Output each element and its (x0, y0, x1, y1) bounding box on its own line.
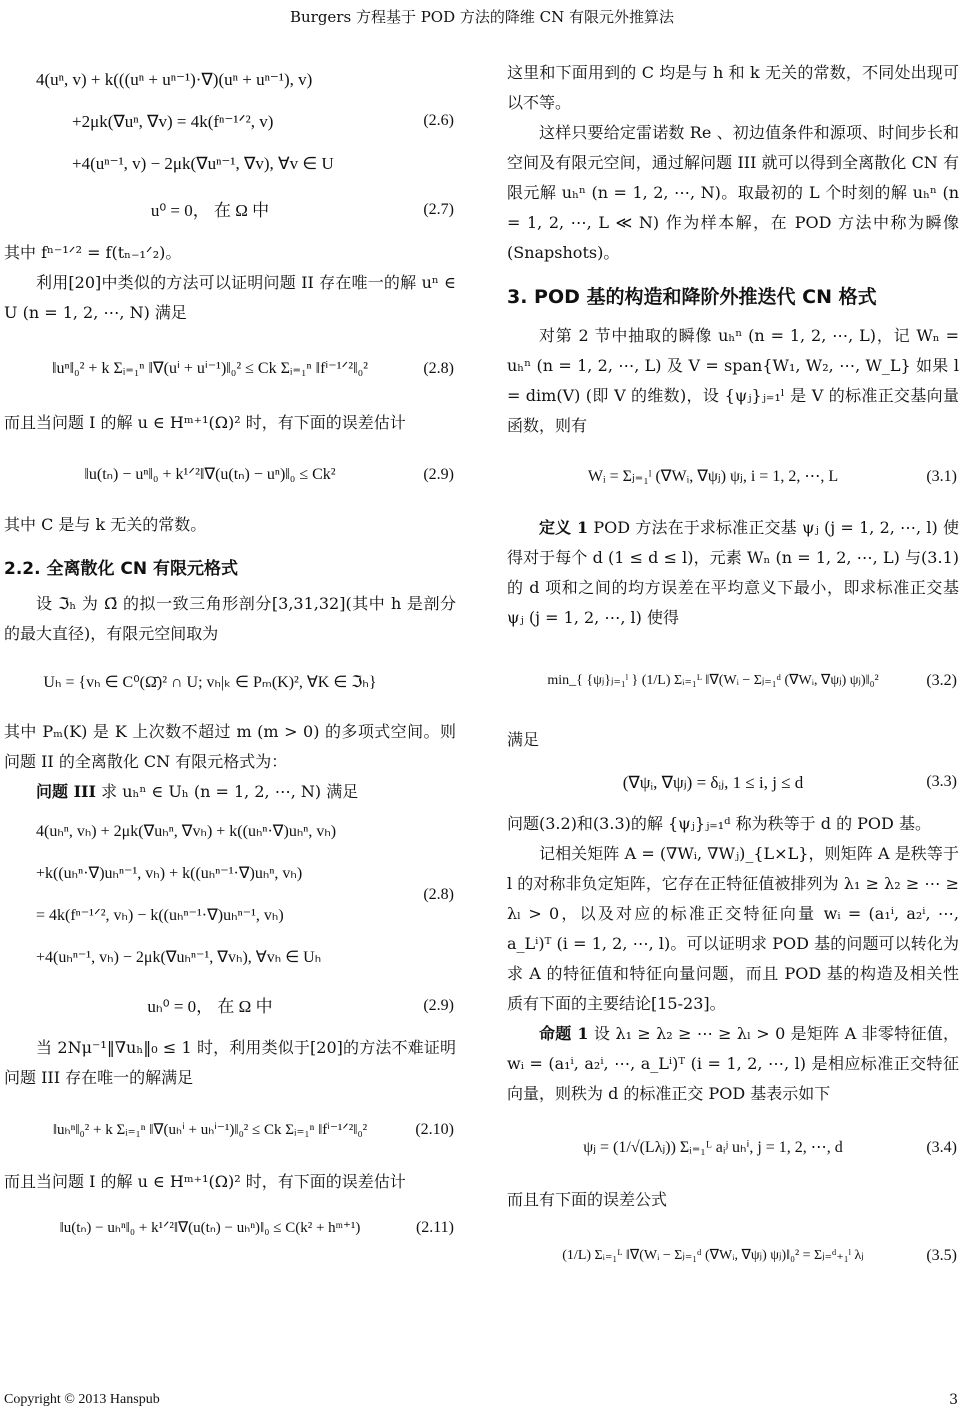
paragraph: 满足 (507, 730, 540, 749)
page-number: 3 (949, 1392, 958, 1408)
equation-number: (3.4) (926, 1139, 957, 1156)
equation-number: (3.5) (926, 1247, 957, 1264)
equation-uh (4, 655, 456, 711)
paragraph: 其中 fⁿ⁻¹ᐟ² = f(tₙ₋₁ᐟ₂)。 (4, 243, 182, 262)
equation-line: ‖uⁿ‖₀² + k Σᵢ₌₁ⁿ ‖∇(uⁱ + uⁱ⁻¹)‖₀² ≤ Ck Σᵢ₌₁ⁿ ‖fⁱ⁻¹ᐟ²‖₀² (52, 360, 368, 377)
equation-2-9b (4, 983, 456, 1029)
proposition-text: 设 λ₁ ≥ λ₂ ≥ ⋯ ≥ λₗ > 0 是矩阵 A 非零特征值， wᵢ = (a₁ⁱ, a₂ⁱ, ⋯, a_Lⁱ)ᵀ (i = 1, 2, ⋯, l) 是相应标准正交特征向量，则秩为 d 的标准正交 POD 基表示如下 (507, 1024, 959, 1103)
paragraph: 设 ℑₕ 为 Ω̄ 的拟一致三角形剖分[3,31,32](其中 h 是剖分的最大直径)，有限元空间取为 (4, 594, 456, 643)
problem-text: 求 uₕⁿ ∈ Uₕ (n = 1, 2, ⋯, N) 满足 (101, 782, 359, 801)
paragraph: 这里和下面用到的 C 均是与 h 和 k 无关的常数，不同处出现可以不等。 (507, 63, 959, 112)
equation-line: ‖uₕⁿ‖₀² + k Σᵢ₌₁ⁿ ‖∇(uₕⁱ + uₕⁱ⁻¹)‖₀² ≤ Ck Σᵢ₌₁ⁿ ‖fⁱ⁻¹ᐟ²‖₀² (52, 1121, 368, 1138)
equation-3-3 (507, 759, 959, 805)
equation-3-1 (507, 447, 959, 507)
equation-number: (3.1) (926, 468, 957, 485)
equation-line: ‖u(tₙ) − uₕⁿ‖₀ + k¹ᐟ²‖∇(u(tₙ) − uₕⁿ)‖₀ ≤ C(k² + hᵐ⁺¹) (59, 1219, 361, 1236)
problem-label: 问题 III (36, 782, 97, 801)
equation-2-11 (4, 1203, 456, 1253)
equation-line: Wᵢ = Σⱼ₌₁ˡ (∇Wᵢ, ∇ψⱼ) ψⱼ, i = 1, 2, ⋯, L (587, 468, 839, 485)
left-column (4, 40, 456, 1253)
equation-number: (2.10) (415, 1121, 454, 1138)
equation-number: (2.11) (415, 1219, 454, 1236)
equation-line: +k((uₕⁿ·∇)uₕⁿ⁻¹, vₕ) + k((uₕⁿ⁻¹·∇)uₕⁿ, vₕ) (36, 865, 303, 882)
equation-number: (2.8) (423, 886, 454, 903)
equation-2-7 (4, 188, 456, 232)
equation-number: (2.7) (423, 201, 454, 218)
equation-line: 4(uₕⁿ, vₕ) + 2μk(∇uₕⁿ, ∇vₕ) + k((uₕⁿ·∇)uₕⁿ, vₕ) (36, 823, 337, 840)
equation-3-2 (507, 641, 959, 721)
section-heading: 2.2. 全离散化 CN 有限元格式 (4, 559, 239, 579)
definition (507, 513, 959, 633)
paragraph: 其中 C 是与 k 无关的常数。 (4, 515, 207, 534)
definition-text: POD 方法在于求标准正交基 ψⱼ (j = 1, 2, ⋯, l) 使得对于每个 d (1 ≤ d ≤ l)，元素 Wₙ (n = 1, 2, ⋯, L) 与(3.1)的 d 项和之间的均方误差在平均意义下最小，即求标准正交基 ψⱼ (j = 1, 2, ⋯, l) 使得 (507, 518, 959, 627)
equation-number: (2.9) (423, 997, 454, 1014)
equation-number: (2.6) (423, 112, 454, 129)
paragraph: 对第 2 节中抽取的瞬像 uₕⁿ (n = 1, 2, ⋯, L)，记 Wₙ = uₕⁿ (n = 1, 2, ⋯, L) 及 V = span{W₁, W₂, ⋯, W_L} 如果 l = dim(V) (即 V 的维数)，设 {ψⱼ}ⱼ₌₁ˡ 是 V 的标准正交基向量函数，则有 (507, 326, 959, 435)
equation-3-4 (507, 1115, 959, 1181)
equation-number: (2.9) (423, 466, 454, 483)
equation-line: uₕ⁰ = 0， 在 Ω 中 (147, 996, 273, 1016)
equation-line: min_{ {ψⱼ}ⱼ₌₁ˡ } (1/L) Σᵢ₌₁ᴸ ‖∇(Wᵢ − Σⱼ₌₁ᵈ (∇Wᵢ, ∇ψⱼ) ψⱼ)‖₀² (547, 673, 879, 688)
equation-line: 4(uⁿ, v) + k(((uⁿ + uⁿ⁻¹)·∇)(uⁿ + uⁿ⁻¹), v) (36, 69, 313, 89)
definition-label: 定义 1 (539, 518, 589, 537)
equation-line: +2μk(∇uⁿ, ∇v) = 4k(fⁿ⁻¹ᐟ², v) (72, 111, 274, 131)
equation-2-10 (4, 1099, 456, 1161)
problem-statement (4, 777, 456, 807)
section-heading: 3. POD 基的构造和降阶外推迭代 CN 格式 (507, 286, 877, 308)
equation-2-8b (4, 811, 456, 979)
copyright-footer: Copyright © 2013 Hanspub (4, 1392, 160, 1407)
paragraph: 当 2Nμ⁻¹‖∇uₕ‖₀ ≤ 1 时，利用类似于[20]的方法不难证明问题 III 存在唯一的解满足 (4, 1038, 456, 1087)
paragraph: 记相关矩阵 A = (∇Wᵢ, ∇Wⱼ)_{L×L}，则矩阵 A 是秩等于 l 的对称非负定矩阵，它存在正特征值被排列为 λ₁ ≥ λ₂ ≥ ⋯ ≥ λₗ > 0，以及对应的标准正交特征向量 wᵢ = (a₁ⁱ, a₂ⁱ, ⋯, a_Lⁱ)ᵀ (i = 1, 2, ⋯, l)。可以证明求 POD 基的问题可以转化为求 A 的特征值和特征向量问题，而且 POD 基的构造及相关性质有下面的主要结论[15-23]。 (507, 844, 959, 1013)
equation-2-6 (4, 58, 456, 184)
paragraph: 而且当问题 I 的解 u ∈ Hᵐ⁺¹(Ω)² 时，有下面的误差估计 (4, 1172, 406, 1191)
right-column (507, 40, 959, 1291)
proposition (507, 1019, 959, 1109)
equation-line: ψⱼ = (1/√(Lλⱼ)) Σᵢ₌₁ᴸ aᵢʲ uₕⁱ, j = 1, 2, ⋯, d (583, 1139, 843, 1156)
equation-line: u⁰ = 0， 在 Ω 中 (150, 200, 270, 220)
equation-2-9a (4, 446, 456, 504)
equation-2-8a (4, 338, 456, 400)
equation-line: (∇ψᵢ, ∇ψⱼ) = δᵢⱼ, 1 ≤ i, j ≤ d (622, 772, 804, 792)
equation-line: +4(uₕⁿ⁻¹, vₕ) − 2μk(∇uₕⁿ⁻¹, ∇vₕ), ∀vₕ ∈ Uₕ (36, 949, 322, 966)
equation-number: (3.3) (926, 773, 957, 790)
paragraph: 问题(3.2)和(3.3)的解 {ψⱼ}ⱼ₌₁ᵈ 称为秩等于 d 的 POD 基。 (507, 814, 931, 833)
equation-number: (2.8) (423, 360, 454, 377)
paragraph: 而且有下面的误差公式 (507, 1190, 668, 1209)
equation-line: (1/L) Σᵢ₌₁ᴸ ‖∇(Wᵢ − Σⱼ₌₁ᵈ (∇Wᵢ, ∇ψⱼ) ψⱼ)‖₀² = Σⱼ₌ᵈ₊₁ˡ λⱼ (562, 1248, 864, 1263)
paragraph: 而且当问题 I 的解 u ∈ Hᵐ⁺¹(Ω)² 时，有下面的误差估计 (4, 413, 406, 432)
proposition-label: 命题 1 (539, 1024, 589, 1043)
paragraph: 这样只要给定雷诺数 Re 、初边值条件和源项、时间步长和空间及有限元空间，通过解问题 III 就可以得到全离散化 CN 有限元解 uₕⁿ (n = 1, 2, ⋯, N)。取最初的 L 个时刻的解 uₕⁿ (n = 1, 2, ⋯, L ≪ N) 作为样本解，在 POD 方法中称为瞬像(Snapshots)。 (507, 123, 959, 262)
paragraph: 利用[20]中类似的方法可以证明问题 II 存在唯一的解 uⁿ ∈ U (n = 1, 2, ⋯, N) 满足 (4, 273, 456, 322)
equation-line: = 4k(fⁿ⁻¹ᐟ², vₕ) − k((uₕⁿ⁻¹·∇)uₕⁿ⁻¹, vₕ) (36, 907, 284, 924)
equation-line: +4(uⁿ⁻¹, v) − 2μk(∇uⁿ⁻¹, ∇v), ∀v ∈ U (72, 153, 334, 173)
equation-3-5 (507, 1221, 959, 1291)
running-header: Burgers 方程基于 POD 方法的降维 CN 有限元外推算法 (289, 8, 675, 26)
paragraph: 其中 Pₘ(K) 是 K 上次数不超过 m (m > 0) 的多项式空间。则问题 II 的全离散化 CN 有限元格式为： (4, 722, 456, 771)
equation-line: Uₕ = {vₕ ∈ C⁰(Ω̄)² ∩ U; vₕ|ₖ ∈ Pₘ(K)², ∀K ∈ ℑₕ} (43, 674, 377, 691)
equation-number: (3.2) (926, 672, 957, 689)
equation-line: ‖u(tₙ) − uⁿ‖₀ + k¹ᐟ²‖∇(u(tₙ) − uⁿ)‖₀ ≤ Ck² (84, 466, 336, 483)
